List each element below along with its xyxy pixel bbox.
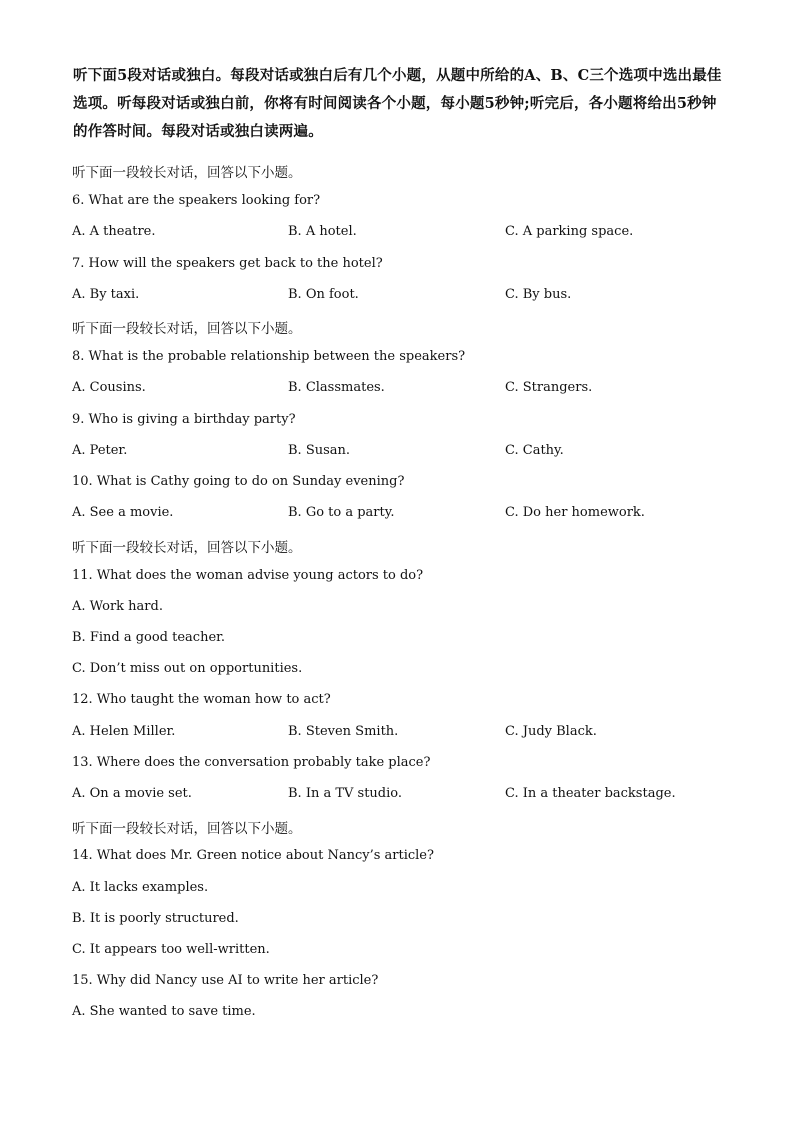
q15-option-a: A. She wanted to save time. [72,1004,256,1019]
q8-option-b: B. Classmates. [288,380,385,395]
question-15: 15. Why did Nancy use AI to write her article? [72,973,379,988]
question-11: 11. What does the woman advise young actors to do? [72,568,424,583]
q11-option-b: B. Find a good teacher. [72,630,226,645]
q7-option-c: C. By bus. [505,287,572,302]
q13-option-c: C. In a theater backstage. [505,786,676,801]
q7-option-b: B. On foot. [288,287,359,302]
q12-option-a: A. Helen Miller. [72,724,176,739]
q13-option-a: A. On a movie set. [72,786,192,801]
question-12: 12. Who taught the woman how to act? [72,692,331,707]
q10-option-b: B. Go to a party. [288,505,395,520]
q10-option-a: A. See a movie. [72,505,174,520]
section-heading: 听下面一段较长对话，回答以下小题。 [72,321,302,337]
q7-option-a: A. By taxi. [72,287,140,302]
q9-option-b: B. Susan. [288,443,351,458]
question-14: 14. What does Mr. Green notice about Nancy’s article? [72,848,434,863]
q11-option-c: C. Don’t miss out on opportunities. [72,661,303,676]
q12-option-b: B. Steven Smith. [288,724,399,739]
q11-option-a: A. Work hard. [72,599,163,614]
question-10: 10. What is Cathy going to do on Sunday evening? [72,474,405,489]
section-heading: 听下面一段较长对话，回答以下小题。 [72,540,302,556]
section-heading: 听下面一段较长对话，回答以下小题。 [72,165,302,181]
q8-option-a: A. Cousins. [72,380,146,395]
question-13: 13. Where does the conversation probably take place? [72,755,431,770]
q14-option-a: A. It lacks examples. [72,880,209,895]
q12-option-c: C. Judy Black. [505,724,597,739]
q9-option-a: A. Peter. [72,443,128,458]
q14-option-b: B. It is poorly structured. [72,911,239,926]
q6-option-b: B. A hotel. [288,224,357,239]
listening-instructions: 听下面5段对话或独白。每段对话或独白后有几个小题，从题中所给的A、B、C三个选项中选出最佳选项。听每段对话或独白前，你将有时间阅读各个小题，每小题5秒钟;听完后，各小题将给出5秒钟的作答时间。每段对话或独白读两遍。 [73,67,722,140]
q14-option-c: C. It appears too well-written. [72,942,270,957]
question-7: 7. How will the speakers get back to the hotel? [72,256,383,271]
q13-option-b: B. In a TV studio. [288,786,403,801]
question-9: 9. Who is giving a birthday party? [72,412,296,427]
q8-option-c: C. Strangers. [505,380,593,395]
question-8: 8. What is the probable relationship between the speakers? [72,349,466,364]
question-6: 6. What are the speakers looking for? [72,193,321,208]
q6-option-a: A. A theatre. [72,224,156,239]
q6-option-c: C. A parking space. [505,224,634,239]
q10-option-c: C. Do her homework. [505,505,645,520]
q9-option-c: C. Cathy. [505,443,564,458]
section-heading: 听下面一段较长对话，回答以下小题。 [72,821,302,837]
